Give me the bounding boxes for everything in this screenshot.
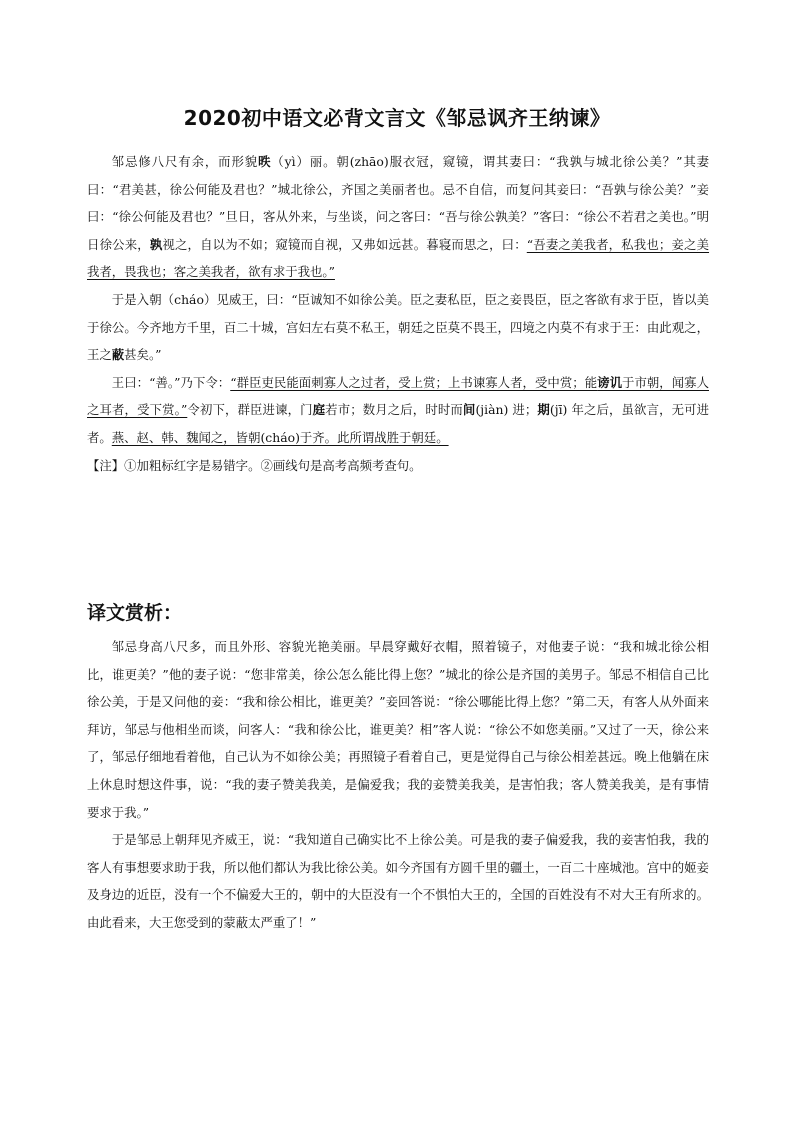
text-run: 王曰：“善。”乃下令： xyxy=(111,374,231,390)
text-run: 于市朝，闻寡人之耳者，受下赏。” xyxy=(87,374,709,418)
translation-section-heading: 译文赏析： xyxy=(87,602,183,624)
text-run: 孰 xyxy=(149,236,163,252)
text-run: （yì）丽。朝(zhāo)服衣冠，窥镜，谓其妻曰：“我孰与城北徐公美？”其妻曰：“君美甚，徐公何能及君也？”城北徐公，齐国之美丽者也。忌不自信，而复问其妾曰：“吾孰与徐公美？”妾曰：“徐公何能及君也？”旦日，客从外来，与坐谈，问之客曰：“吾与徐公孰美？”客曰：“徐公不若君之美也。”明日徐公来， xyxy=(87,154,710,252)
original-text xyxy=(87,148,709,479)
annotation-note: 【注】①加粗标红字是易错字。②画线句是高考高频考查句。 xyxy=(87,457,422,473)
text-run: “群臣吏民能面刺寡人之过者，受上赏；上书谏寡人者，受中赏；能 xyxy=(230,374,598,390)
translation-paragraph-2: 于是邹忌上朝拜见齐威王，说：“我知道自己确实比不上徐公美。可是我的妻子偏爱我，我的妾害怕我，我的客人有事想要求助于我，所以他们都认为我比徐公美。如今齐国有方圆千里的疆土，一百二十座城池。宫中的姬妾及身边的近臣，没有一个不偏爱大王的，朝中的大臣没有一个不惧怕大王的，全国的百姓没有不对大王有所求的。由此看来，大王您受到的蒙蔽太严重了！” xyxy=(87,832,709,930)
text-run: 期 xyxy=(537,402,550,418)
text-run: 若市；数月之后，时时而 xyxy=(325,402,463,418)
text-run: 燕、赵、韩、魏闻之，皆朝(cháo)于齐。此所谓战胜于朝廷。 xyxy=(111,429,449,445)
text-run: 于是入朝（cháo）见威王，曰：“臣诚知不如徐公美。臣之妻私臣，臣之妾畏臣，臣之客欲有求于臣，皆以美于徐公。今齐地方千里，百二十城，宫妇左右莫不私王，朝廷之臣莫不畏王，四境之内莫不有求于王：由此观之，王之 xyxy=(87,291,709,363)
text-run: 邹忌修八尺有余，而形貌 xyxy=(111,154,259,169)
text-run: 令初下，群臣进谏，门 xyxy=(187,402,313,418)
original-paragraph-2 xyxy=(87,286,709,369)
text-run: “吾妻之美我者，私我也；妾之美我者，畏我也；客之美我者，欲有求于我也。” xyxy=(87,236,710,280)
original-paragraph-3 xyxy=(87,369,709,452)
text-run: (jiàn) 进； xyxy=(475,402,538,418)
translation-text xyxy=(87,633,709,937)
text-run: 视之，自以为不如；窥镜而自视，又弗如远甚。暮寝而思之，曰： xyxy=(162,236,527,252)
document-title: 2020初中语文必背文言文《邹忌讽齐王纳谏》 xyxy=(183,106,611,130)
text-run: 间 xyxy=(462,402,476,418)
text-run: (jī) 年之后，虽欲言，无可进者。 xyxy=(87,402,710,445)
original-paragraph-1 xyxy=(87,148,709,286)
text-run: 庭 xyxy=(312,402,326,418)
text-run: 昳 xyxy=(258,154,272,169)
text-run: 谤讥 xyxy=(597,374,623,390)
text-run: 蔽 xyxy=(111,347,125,363)
translation-paragraph-1: 邹忌身高八尺多，而且外形、容貌光艳美丽。早晨穿戴好衣帽，照着镜子，对他妻子说：“我和城北徐公相比，谁更美？”他的妻子说：“您非常美，徐公怎么能比得上您？”城北的徐公是齐国的美男子。邹忌不相信自己比徐公美，于是又问他的妾：“我和徐公相比，谁更美？”妾回答说：“徐公哪能比得上您？”第二天，有客人从外面来拜访，邹忌与他相坐而谈，问客人：“我和徐公比，谁更美？相”客人说：“徐公不如您美丽。”又过了一天，徐公来了，邹忌仔细地看着他，自己认为不如徐公美；再照镜子看着自己，更是觉得自己与徐公相差甚远。晚上他躺在床上休息时想这件事，说：“我的妻子赞美我美，是偏爱我；我的妾赞美我美，是害怕我；客人赞美我美，是有事情要求于我。” xyxy=(87,639,709,820)
text-run: 甚矣。” xyxy=(124,347,162,363)
